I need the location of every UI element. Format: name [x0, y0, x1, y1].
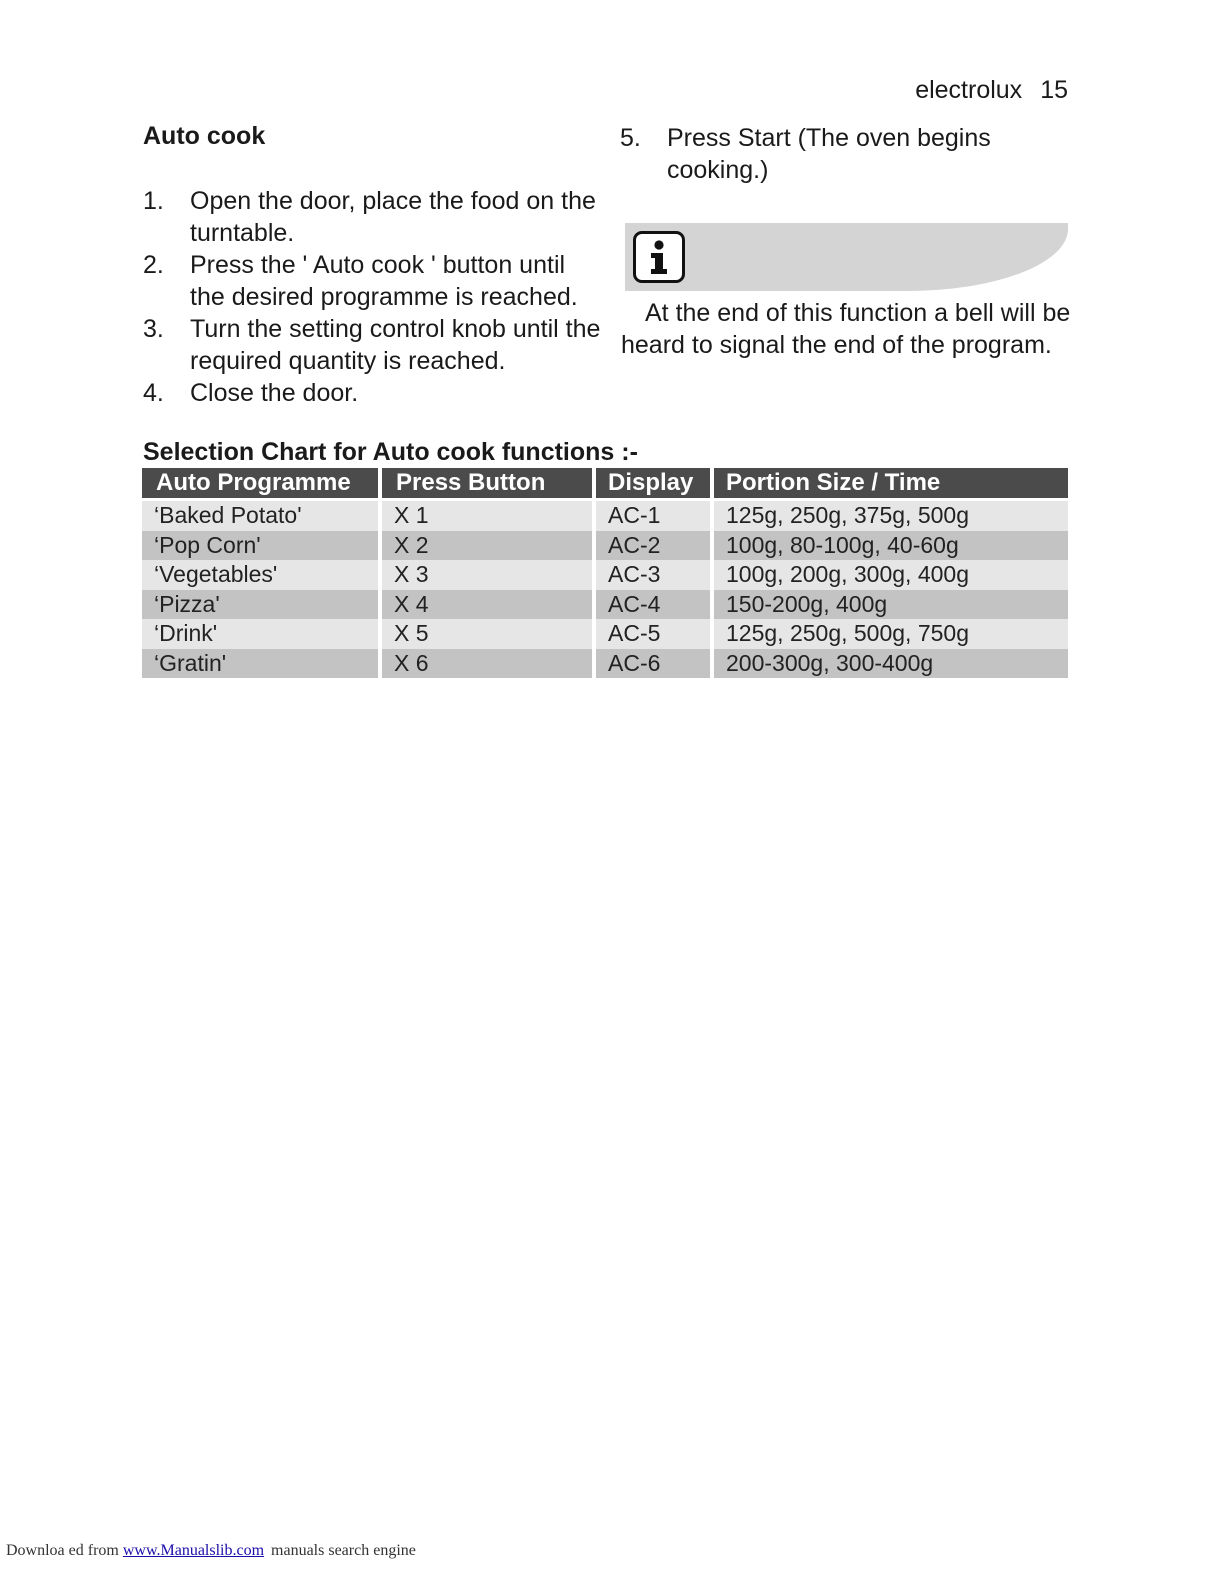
table-cell: 125g, 250g, 500g, 750g: [712, 619, 1068, 649]
manualslib-link[interactable]: www.Manualslib.com: [122, 1542, 265, 1559]
table-cell: 150-200g, 400g: [712, 590, 1068, 620]
step-item: [143, 249, 603, 313]
column-header: Display: [594, 468, 712, 498]
table-cell: ‘Vegetables': [142, 560, 380, 590]
column-header: Auto Programme: [142, 468, 380, 498]
table-cell: ‘Baked Potato': [142, 501, 380, 531]
steps-list-right: [620, 122, 1070, 186]
table-cell: AC-5: [594, 619, 712, 649]
table-cell: X 4: [380, 590, 594, 620]
step-text: Press Start (The oven begins cooking.): [667, 124, 991, 184]
footer-suffix: manuals search engine: [271, 1542, 416, 1559]
table-cell: X 5: [380, 619, 594, 649]
info-banner: [625, 223, 1068, 291]
table-cell: X 3: [380, 560, 594, 590]
column-header: Portion Size / Time: [712, 468, 1068, 498]
table-cell: ‘Pop Corn': [142, 531, 380, 561]
footer-prefix: Downloa ed from: [6, 1542, 119, 1559]
step-item: [143, 313, 603, 377]
step-number: 4.: [143, 379, 164, 407]
table-cell: AC-3: [594, 560, 712, 590]
table-row: [142, 501, 1068, 531]
step-text: Close the door.: [190, 379, 359, 407]
table-cell: 200-300g, 300-400g: [712, 649, 1068, 679]
step-text: Open the door, place the food on the turntable.: [190, 187, 596, 247]
table-cell: 100g, 80-100g, 40-60g: [712, 531, 1068, 561]
steps-list-left: [143, 185, 603, 409]
table-row: [142, 619, 1068, 649]
table-row: [142, 649, 1068, 679]
table-cell: X 2: [380, 531, 594, 561]
table-cell: AC-2: [594, 531, 712, 561]
info-icon-glyph: [636, 234, 682, 280]
table-cell: X 1: [380, 501, 594, 531]
step-text: Press the ' Auto cook ' button until the desired programme is reached.: [190, 251, 578, 311]
table-cell: ‘Pizza': [142, 590, 380, 620]
step-number: 2.: [143, 251, 164, 279]
table-cell: AC-4: [594, 590, 712, 620]
brand-name: electrolux: [915, 76, 1023, 104]
info-icon: [633, 231, 685, 283]
step-item: [620, 122, 1070, 186]
step-item: [143, 377, 603, 409]
table-cell: X 6: [380, 649, 594, 679]
selection-chart-table: [142, 468, 1068, 678]
table-row: [142, 590, 1068, 620]
page-number: 15: [1040, 76, 1068, 104]
table-row: [142, 531, 1068, 561]
table-cell: 100g, 200g, 300g, 400g: [712, 560, 1068, 590]
column-header: Press Button: [380, 468, 594, 498]
table-cell: 125g, 250g, 375g, 500g: [712, 501, 1068, 531]
step-text: Turn the setting control knob until the required quantity is reached.: [190, 315, 601, 375]
table-cell: AC-6: [594, 649, 712, 679]
step-number: 3.: [143, 315, 164, 343]
running-header: [915, 76, 1068, 105]
section-title: Auto cook: [143, 122, 266, 150]
table-cell: ‘Drink': [142, 619, 380, 649]
table-cell: ‘Gratin': [142, 649, 380, 679]
step-number: 1.: [143, 187, 164, 215]
step-item: [143, 185, 603, 249]
info-note-text: At the end of this function a bell will be heard to signal the end of the program.: [621, 299, 1071, 359]
chart-title: Selection Chart for Auto cook functions :-: [143, 438, 638, 466]
table-row: [142, 560, 1068, 590]
step-number: 5.: [620, 124, 641, 152]
table-header-row: [142, 468, 1068, 498]
page-footer: [6, 1542, 416, 1560]
table-cell: AC-1: [594, 501, 712, 531]
